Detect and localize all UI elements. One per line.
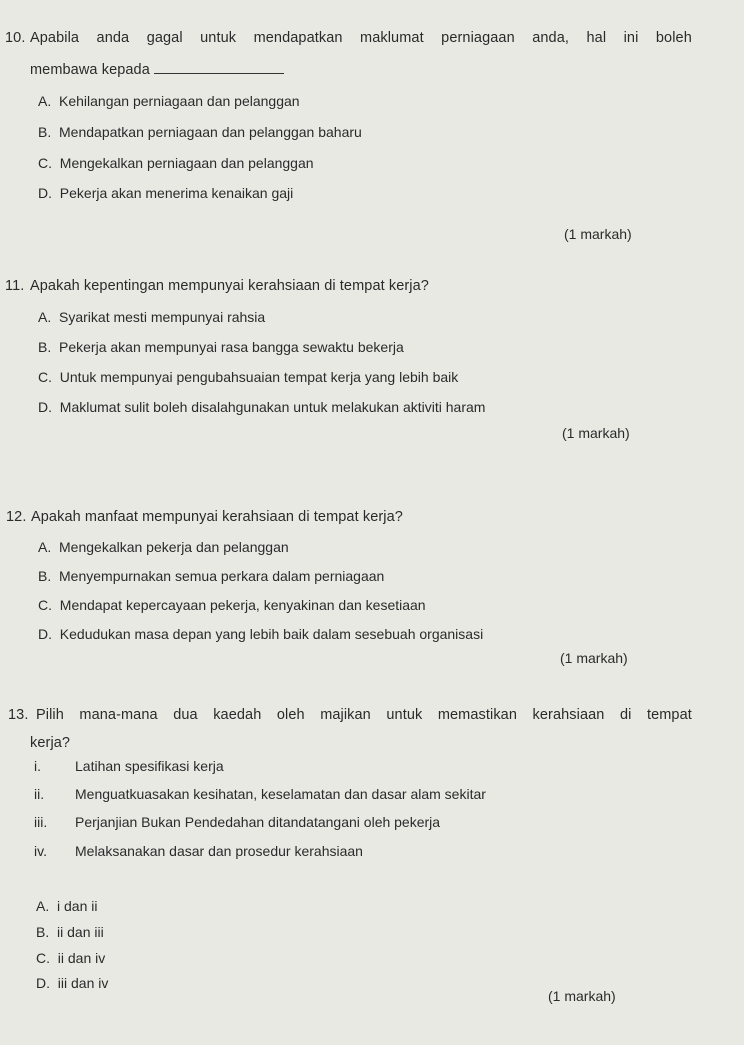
stem-word: perniagaan [441,30,515,46]
statement-roman: ii. [34,786,45,802]
option-b: B. Menyempurnakan semua perkara dalam perniagaan [38,568,385,584]
option-d: D. iii dan iv [36,975,109,991]
option-d: D. Maklumat sulit boleh disalahgunakan untuk melakukan aktiviti haram [38,399,486,415]
statement-text: Perjanjian Bukan Pendedahan ditandatangani oleh pekerja [75,814,441,830]
question-number: 11. [5,278,25,294]
stem-word: memastikan [437,707,518,723]
stem-word: untuk [386,707,423,723]
stem-word: anda, [532,30,570,46]
option-d: D. Kedudukan masa depan yang lebih baik dalam sesebuah organisasi [38,626,484,642]
question-stem-line2: kerja? [30,735,71,751]
stem-word: gagal [146,30,183,46]
stem-word: oleh [276,707,305,723]
question-number: 10. [5,30,26,46]
option-a: A. i dan ii [36,898,98,914]
marks-label: (1 markah) [560,650,628,666]
stem-word: di [619,707,632,723]
stem-word: kerahsiaan [532,707,605,723]
stem-word: kaedah [213,707,262,723]
stem-word: Pilih [36,707,64,723]
statement-roman: i. [34,758,41,774]
stem-word: majikan [320,707,371,723]
question-stem-line1 [30,30,692,46]
question-number: 12. [6,509,27,525]
marks-label: (1 markah) [548,988,616,1004]
option-c: C. Mendapat kepercayaan pekerja, kenyakinan dan kesetiaan [38,597,426,613]
statement-text: Latihan spesifikasi kerja [75,758,224,774]
question-stem-line2: membawa kepada [30,61,284,78]
statement-text: Menguatkuasakan kesihatan, keselamatan dan dasar alam sekitar [75,786,486,802]
stem-word: ini [623,30,639,46]
question-number: 13. [8,707,29,723]
stem-word: hal [586,30,607,46]
option-c: C. Mengekalkan perniagaan dan pelanggan [38,155,314,171]
question-stem: Apakah kepentingan mempunyai kerahsiaan di tempat kerja? [30,278,429,294]
question-stem: Apakah manfaat mempunyai kerahsiaan di tempat kerja? [31,509,403,525]
statement-roman: iii. [34,814,48,830]
stem-word: dua [173,707,198,723]
option-b: B. ii dan iii [36,924,104,940]
option-d: D. Pekerja akan menerima kenaikan gaji [38,185,294,201]
option-a: A. Syarikat mesti mempunyai rahsia [38,309,266,325]
option-c: C. Untuk mempunyai pengubahsuaian tempat kerja yang lebih baik [38,369,459,385]
stem-word: boleh [655,30,692,46]
option-b: B. Pekerja akan mempunyai rasa bangga sewaktu bekerja [38,339,404,355]
option-a: A. Mengekalkan pekerja dan pelanggan [38,539,289,555]
option-c: C. ii dan iv [36,950,106,966]
option-b: B. Mendapatkan perniagaan dan pelanggan baharu [38,124,362,140]
stem-word: anda [96,30,130,46]
question-stem-line1 [36,707,692,723]
marks-label: (1 markah) [564,226,632,242]
stem-word: mendapatkan [253,30,343,46]
answer-blank [154,61,284,74]
stem-word: untuk [200,30,237,46]
marks-label: (1 markah) [562,425,630,441]
statement-text: Melaksanakan dasar dan prosedur kerahsiaan [75,843,363,859]
stem-word: mana-mana [79,707,158,723]
statement-roman: iv. [34,843,47,859]
stem-word: Apabila [30,30,80,46]
option-a: A. Kehilangan perniagaan dan pelanggan [38,93,300,109]
stem-word: maklumat [360,30,424,46]
stem-word: tempat [646,707,692,723]
